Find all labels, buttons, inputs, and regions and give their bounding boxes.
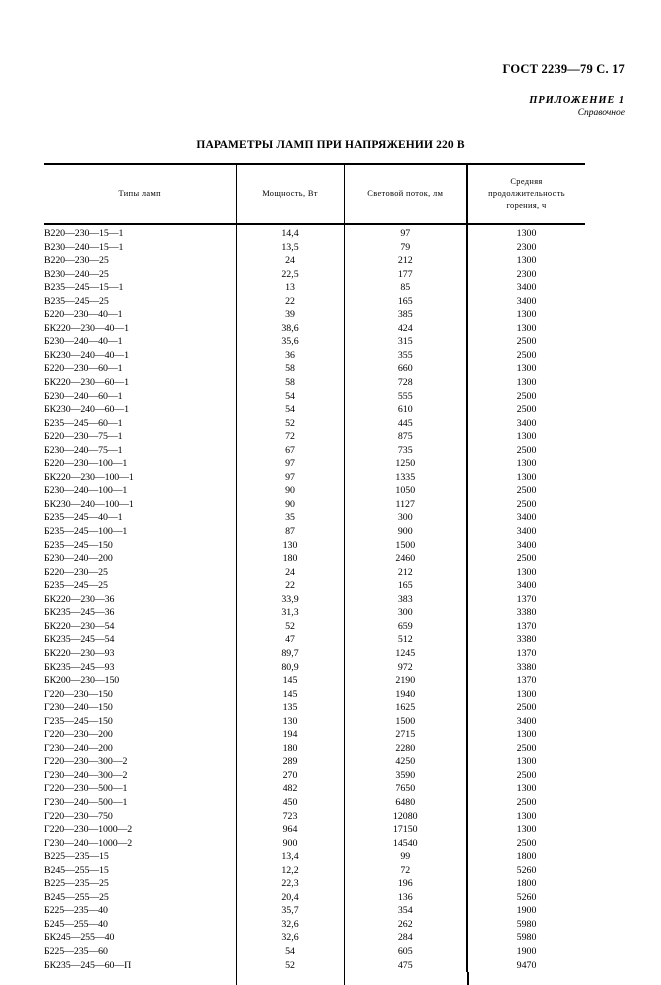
cell-power: 130 (236, 715, 344, 729)
cell-luminous-flux: 85 (344, 281, 467, 295)
table-row (44, 281, 585, 295)
cell-luminous-flux: 196 (344, 877, 467, 891)
table-header-row (44, 164, 585, 224)
table-row (44, 769, 585, 783)
table-row (44, 877, 585, 891)
table-row (44, 891, 585, 905)
table-row (44, 444, 585, 458)
cell-lamp-type: БК235—245—93 (44, 661, 115, 673)
cell-power: 35,7 (236, 904, 344, 918)
cell-average-life: 1300 (467, 457, 585, 471)
cell-power: 97 (236, 457, 344, 471)
cell-luminous-flux: 212 (344, 566, 467, 580)
table-row (44, 918, 585, 932)
cell-lamp-type: В225—235—15 (44, 851, 109, 863)
table-row (44, 566, 585, 580)
cell-lamp-type: Г220—230—750 (44, 810, 113, 822)
cell-lamp-type: Г230—240—1000—2 (44, 837, 133, 849)
cell-luminous-flux: 284 (344, 931, 467, 945)
cell-average-life: 1300 (467, 728, 585, 742)
cell-lamp-type: В230—240—15—1 (44, 241, 124, 253)
cell-power: 270 (236, 769, 344, 783)
cell-power: 35 (236, 511, 344, 525)
table-row (44, 349, 585, 363)
table-row (44, 782, 585, 796)
cell-luminous-flux: 262 (344, 918, 467, 932)
table-row (44, 810, 585, 824)
cell-luminous-flux: 475 (344, 959, 467, 973)
cell-power: 130 (236, 539, 344, 553)
table-rule-stub (44, 972, 585, 985)
cell-average-life: 1300 (467, 782, 585, 796)
cell-average-life: 2300 (467, 268, 585, 282)
table-row (44, 511, 585, 525)
cell-average-life: 1300 (467, 566, 585, 580)
cell-luminous-flux: 354 (344, 904, 467, 918)
cell-lamp-type: БК220—230—100—1 (44, 471, 134, 483)
cell-luminous-flux: 605 (344, 945, 467, 959)
table-body (44, 224, 585, 972)
cell-power: 90 (236, 498, 344, 512)
running-head: ГОСТ 2239—79 С. 17 (502, 62, 625, 76)
column-header-average-life: Средняя продолжительность горения, ч (467, 164, 585, 224)
table-row (44, 268, 585, 282)
table-row (44, 241, 585, 255)
table-row (44, 661, 585, 675)
cell-luminous-flux: 300 (344, 606, 467, 620)
cell-luminous-flux: 385 (344, 308, 467, 322)
table-row (44, 959, 585, 973)
cell-lamp-type: Б235—245—100—1 (44, 526, 128, 538)
cell-power: 87 (236, 525, 344, 539)
cell-luminous-flux: 1625 (344, 701, 467, 715)
cell-luminous-flux: 79 (344, 241, 467, 255)
cell-average-life: 1900 (467, 904, 585, 918)
cell-luminous-flux: 97 (344, 224, 467, 241)
cell-lamp-type: Б230—240—75—1 (44, 444, 123, 456)
cell-power: 97 (236, 471, 344, 485)
cell-average-life: 2500 (467, 742, 585, 756)
cell-luminous-flux: 3590 (344, 769, 467, 783)
cell-lamp-type: БК230—240—40—1 (44, 349, 129, 361)
table-row (44, 552, 585, 566)
table-row (44, 904, 585, 918)
cell-lamp-type: Б235—245—150 (44, 539, 113, 551)
cell-luminous-flux: 1250 (344, 457, 467, 471)
table-row (44, 593, 585, 607)
cell-power: 13,5 (236, 241, 344, 255)
cell-power: 90 (236, 484, 344, 498)
cell-average-life: 3400 (467, 579, 585, 593)
cell-average-life: 2500 (467, 796, 585, 810)
cell-lamp-type: Г230—240—150 (44, 702, 113, 714)
cell-average-life: 1300 (467, 362, 585, 376)
column-header-luminous-flux: Световой поток, лм (344, 164, 467, 224)
cell-average-life: 2500 (467, 769, 585, 783)
cell-lamp-type: Г235—245—150 (44, 715, 113, 727)
cell-average-life: 1300 (467, 823, 585, 837)
cell-luminous-flux: 165 (344, 579, 467, 593)
cell-lamp-type: Г220—230—150 (44, 688, 113, 700)
cell-power: 12,2 (236, 864, 344, 878)
cell-power: 194 (236, 728, 344, 742)
cell-luminous-flux: 900 (344, 525, 467, 539)
cell-power: 180 (236, 742, 344, 756)
cell-power: 67 (236, 444, 344, 458)
appendix-title: ПРИЛОЖЕНИЕ 1 (529, 95, 625, 106)
cell-average-life: 2500 (467, 335, 585, 349)
table-row (44, 674, 585, 688)
table-row (44, 390, 585, 404)
cell-power: 20,4 (236, 891, 344, 905)
cell-lamp-type: В220—230—15—1 (44, 228, 124, 239)
cell-average-life: 2300 (467, 241, 585, 255)
cell-average-life: 2500 (467, 837, 585, 851)
cell-power: 22,3 (236, 877, 344, 891)
cell-average-life: 1800 (467, 850, 585, 864)
cell-power: 135 (236, 701, 344, 715)
cell-average-life: 2500 (467, 552, 585, 566)
cell-luminous-flux: 1050 (344, 484, 467, 498)
cell-luminous-flux: 315 (344, 335, 467, 349)
cell-luminous-flux: 165 (344, 295, 467, 309)
cell-power: 289 (236, 755, 344, 769)
table-row (44, 864, 585, 878)
cell-power: 52 (236, 620, 344, 634)
cell-average-life: 5260 (467, 891, 585, 905)
table-row (44, 430, 585, 444)
table-row (44, 823, 585, 837)
cell-power: 14,4 (236, 224, 344, 241)
table-row (44, 254, 585, 268)
cell-average-life: 2500 (467, 484, 585, 498)
cell-luminous-flux: 610 (344, 403, 467, 417)
cell-lamp-type: БК245—255—40 (44, 932, 115, 944)
cell-average-life: 2500 (467, 403, 585, 417)
cell-power: 22 (236, 579, 344, 593)
cell-average-life: 1300 (467, 322, 585, 336)
cell-power: 54 (236, 403, 344, 417)
cell-luminous-flux: 12080 (344, 810, 467, 824)
cell-power: 58 (236, 376, 344, 390)
cell-luminous-flux: 99 (344, 850, 467, 864)
cell-luminous-flux: 355 (344, 349, 467, 363)
cell-average-life: 2500 (467, 390, 585, 404)
cell-luminous-flux: 659 (344, 620, 467, 634)
table-row (44, 457, 585, 471)
cell-luminous-flux: 1245 (344, 647, 467, 661)
table-row (44, 742, 585, 756)
table-header (44, 164, 585, 224)
cell-power: 24 (236, 254, 344, 268)
parameters-table-wrapper (44, 163, 585, 985)
cell-luminous-flux: 4250 (344, 755, 467, 769)
cell-average-life: 1800 (467, 877, 585, 891)
cell-average-life: 3380 (467, 633, 585, 647)
table-row (44, 796, 585, 810)
cell-luminous-flux: 512 (344, 633, 467, 647)
vertical-rule-2 (344, 972, 345, 985)
cell-lamp-type: Б220—230—100—1 (44, 458, 128, 470)
cell-luminous-flux: 72 (344, 864, 467, 878)
cell-luminous-flux: 1127 (344, 498, 467, 512)
cell-lamp-type: Б220—230—75—1 (44, 431, 123, 443)
cell-power: 13 (236, 281, 344, 295)
table-row (44, 620, 585, 634)
table-row (44, 362, 585, 376)
cell-power: 22 (236, 295, 344, 309)
cell-luminous-flux: 424 (344, 322, 467, 336)
cell-lamp-type: Г230—240—200 (44, 742, 113, 754)
table-row (44, 484, 585, 498)
cell-lamp-type: Б225—235—60 (44, 945, 108, 957)
cell-lamp-type: БК235—245—60—П (44, 959, 132, 971)
cell-lamp-type: БК235—245—54 (44, 634, 115, 646)
cell-luminous-flux: 2190 (344, 674, 467, 688)
cell-luminous-flux: 177 (344, 268, 467, 282)
cell-luminous-flux: 7650 (344, 782, 467, 796)
cell-power: 32,6 (236, 918, 344, 932)
cell-average-life: 3400 (467, 511, 585, 525)
cell-lamp-type: БК200—230—150 (44, 675, 120, 687)
cell-power: 13,4 (236, 850, 344, 864)
cell-average-life: 1900 (467, 945, 585, 959)
cell-power: 39 (236, 308, 344, 322)
cell-lamp-type: В235—245—15—1 (44, 282, 124, 294)
cell-luminous-flux: 555 (344, 390, 467, 404)
cell-lamp-type: Б220—230—25 (44, 566, 108, 578)
cell-average-life: 5980 (467, 931, 585, 945)
table-row (44, 308, 585, 322)
table-row (44, 403, 585, 417)
cell-lamp-type: БК220—230—40—1 (44, 322, 129, 334)
cell-average-life: 1300 (467, 254, 585, 268)
vertical-rule-3 (467, 972, 469, 985)
cell-average-life: 5980 (467, 918, 585, 932)
cell-power: 145 (236, 674, 344, 688)
cell-luminous-flux: 1940 (344, 688, 467, 702)
cell-luminous-flux: 1335 (344, 471, 467, 485)
cell-luminous-flux: 14540 (344, 837, 467, 851)
cell-lamp-type: Б230—240—60—1 (44, 390, 123, 402)
parameters-table (44, 163, 585, 972)
cell-average-life: 1300 (467, 810, 585, 824)
cell-luminous-flux: 445 (344, 417, 467, 431)
cell-luminous-flux: 735 (344, 444, 467, 458)
cell-lamp-type: Г220—230—1000—2 (44, 824, 133, 836)
cell-luminous-flux: 728 (344, 376, 467, 390)
cell-power: 38,6 (236, 322, 344, 336)
cell-power: 22,5 (236, 268, 344, 282)
cell-power: 58 (236, 362, 344, 376)
table-row (44, 837, 585, 851)
table-row (44, 850, 585, 864)
cell-average-life: 1370 (467, 647, 585, 661)
table-row (44, 376, 585, 390)
cell-luminous-flux: 17150 (344, 823, 467, 837)
table-row (44, 755, 585, 769)
cell-average-life: 1370 (467, 674, 585, 688)
cell-power: 36 (236, 349, 344, 363)
cell-power: 24 (236, 566, 344, 580)
cell-power: 52 (236, 417, 344, 431)
cell-lamp-type: В225—235—25 (44, 878, 109, 890)
cell-lamp-type: БК220—230—36 (44, 593, 115, 605)
cell-power: 31,3 (236, 606, 344, 620)
cell-luminous-flux: 6480 (344, 796, 467, 810)
cell-lamp-type: БК230—240—100—1 (44, 498, 134, 510)
table-row (44, 224, 585, 241)
cell-lamp-type: Б220—230—40—1 (44, 309, 123, 321)
cell-lamp-type: БК220—230—60—1 (44, 377, 129, 389)
cell-power: 54 (236, 945, 344, 959)
cell-luminous-flux: 1500 (344, 715, 467, 729)
cell-average-life: 5260 (467, 864, 585, 878)
table-row (44, 498, 585, 512)
table-row (44, 688, 585, 702)
appendix-subtitle: Справочное (577, 108, 625, 119)
cell-average-life: 1370 (467, 620, 585, 634)
cell-lamp-type: Б230—240—40—1 (44, 336, 123, 348)
cell-lamp-type: Б235—245—60—1 (44, 417, 123, 429)
table-row (44, 715, 585, 729)
cell-lamp-type: В245—255—25 (44, 891, 109, 903)
table-row (44, 701, 585, 715)
column-header-lamp-type: Типы ламп (44, 164, 236, 224)
cell-power: 33,9 (236, 593, 344, 607)
cell-lamp-type: Г230—240—300—2 (44, 769, 128, 781)
cell-lamp-type: Г220—230—200 (44, 729, 113, 741)
cell-luminous-flux: 300 (344, 511, 467, 525)
table-row (44, 417, 585, 431)
column-header-power: Мощность, Вт (236, 164, 344, 224)
cell-power: 89,7 (236, 647, 344, 661)
table-row (44, 322, 585, 336)
cell-lamp-type: В220—230—25 (44, 255, 109, 267)
cell-average-life: 3380 (467, 661, 585, 675)
cell-power: 482 (236, 782, 344, 796)
cell-average-life: 9470 (467, 959, 585, 973)
cell-average-life: 2500 (467, 701, 585, 715)
cell-average-life: 2500 (467, 444, 585, 458)
cell-lamp-type: В245—255—15 (44, 864, 109, 876)
cell-lamp-type: Б230—240—200 (44, 553, 113, 565)
cell-average-life: 1300 (467, 224, 585, 241)
table-row (44, 335, 585, 349)
cell-power: 72 (236, 430, 344, 444)
cell-lamp-type: Г220—230—500—1 (44, 783, 128, 795)
appendix-block (529, 94, 625, 120)
cell-lamp-type: БК220—230—93 (44, 647, 115, 659)
cell-lamp-type: БК230—240—60—1 (44, 404, 129, 416)
cell-average-life: 1370 (467, 593, 585, 607)
cell-lamp-type: Г230—240—500—1 (44, 796, 128, 808)
cell-average-life: 1300 (467, 755, 585, 769)
table-row (44, 295, 585, 309)
cell-lamp-type: БК220—230—54 (44, 620, 115, 632)
table-row (44, 931, 585, 945)
cell-luminous-flux: 2280 (344, 742, 467, 756)
table-row (44, 525, 585, 539)
table-row (44, 539, 585, 553)
cell-average-life: 3400 (467, 281, 585, 295)
cell-power: 180 (236, 552, 344, 566)
cell-lamp-type: Б235—245—25 (44, 580, 108, 592)
cell-power: 900 (236, 837, 344, 851)
cell-average-life: 1300 (467, 471, 585, 485)
cell-average-life: 1300 (467, 308, 585, 322)
cell-average-life: 1300 (467, 688, 585, 702)
cell-lamp-type: Б230—240—100—1 (44, 485, 128, 497)
cell-luminous-flux: 875 (344, 430, 467, 444)
table-row (44, 633, 585, 647)
cell-luminous-flux: 972 (344, 661, 467, 675)
cell-luminous-flux: 2715 (344, 728, 467, 742)
cell-luminous-flux: 2460 (344, 552, 467, 566)
cell-lamp-type: Г220—230—300—2 (44, 756, 128, 768)
cell-power: 450 (236, 796, 344, 810)
cell-power: 723 (236, 810, 344, 824)
table-row (44, 728, 585, 742)
cell-luminous-flux: 383 (344, 593, 467, 607)
cell-average-life: 3400 (467, 525, 585, 539)
cell-average-life: 3400 (467, 417, 585, 431)
cell-lamp-type: Б235—245—40—1 (44, 512, 123, 524)
cell-average-life: 3400 (467, 715, 585, 729)
cell-power: 47 (236, 633, 344, 647)
cell-lamp-type: БК235—245—36 (44, 607, 115, 619)
cell-lamp-type: Б220—230—60—1 (44, 363, 123, 375)
vertical-rule-1 (236, 972, 237, 985)
cell-power: 80,9 (236, 661, 344, 675)
cell-average-life: 3400 (467, 539, 585, 553)
cell-average-life: 3380 (467, 606, 585, 620)
cell-lamp-type: Б225—235—40 (44, 905, 108, 917)
cell-lamp-type: В235—245—25 (44, 295, 109, 307)
cell-power: 32,6 (236, 931, 344, 945)
cell-average-life: 1300 (467, 376, 585, 390)
cell-average-life: 1300 (467, 430, 585, 444)
table-row (44, 606, 585, 620)
table-title: ПАРАМЕТРЫ ЛАМП ПРИ НАПРЯЖЕНИИ 220 В (196, 139, 465, 151)
cell-lamp-type: Б245—255—40 (44, 918, 108, 930)
cell-lamp-type: В230—240—25 (44, 268, 109, 280)
table-row (44, 647, 585, 661)
cell-luminous-flux: 212 (344, 254, 467, 268)
cell-power: 54 (236, 390, 344, 404)
table-row (44, 579, 585, 593)
cell-power: 964 (236, 823, 344, 837)
cell-average-life: 2500 (467, 349, 585, 363)
table-row (44, 471, 585, 485)
cell-power: 52 (236, 959, 344, 973)
cell-power: 35,6 (236, 335, 344, 349)
cell-luminous-flux: 660 (344, 362, 467, 376)
table-row (44, 945, 585, 959)
cell-power: 145 (236, 688, 344, 702)
cell-average-life: 3400 (467, 295, 585, 309)
cell-luminous-flux: 136 (344, 891, 467, 905)
cell-average-life: 2500 (467, 498, 585, 512)
cell-luminous-flux: 1500 (344, 539, 467, 553)
